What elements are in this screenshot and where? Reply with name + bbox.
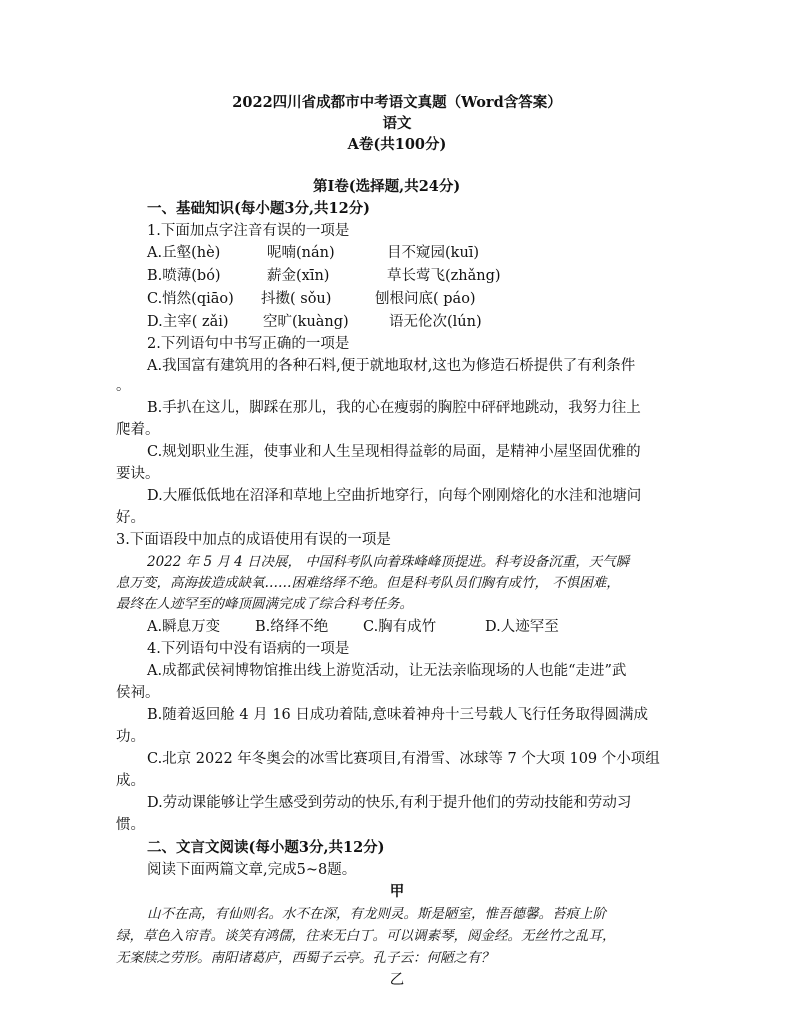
q3-option-c: C.胸有成竹 xyxy=(363,619,437,635)
q4-option-c: C.北京 2022 年冬奥会的冰雪比赛项目,有滑雪、冰球等 7 个大项 109 个小项组 xyxy=(147,751,660,767)
q1-d-3: 语无伦次(lún) xyxy=(389,314,482,330)
section1-title: 一、基础知识(每小题3分,共12分) xyxy=(147,200,371,217)
q1-c-1: C.悄然(qiāo) xyxy=(147,291,234,307)
subject-heading: 语文 xyxy=(382,115,412,132)
section2-intro: 阅读下面两篇文章,完成5~8题。 xyxy=(147,862,357,878)
q2-option-a: A.我国富有建筑用的各种石料,便于就地取材,这也为修造石桥提供了有利条件 xyxy=(147,358,636,374)
q1-row-a xyxy=(147,243,479,263)
q1-row-b xyxy=(147,266,501,286)
q2-option-a-cont: 。 xyxy=(116,378,131,394)
q3-option-d: D.人迹罕至 xyxy=(485,619,559,635)
passage-jia-line-3: 无案牍之劳形。南阳诸葛庐，西蜀子云亭。孔子云：何陋之有？ xyxy=(116,950,494,966)
q2-option-c: C.规划职业生涯，使事业和人生呈现相得益彰的局面，是精神小屋坚固优雅的 xyxy=(147,444,641,460)
q3-passage-line-1: 2022 年 5 月 4 日决展， 中国科考队向着珠峰峰顶提进。科考设备沉重，天气瞬 xyxy=(147,554,630,570)
q3-options-row xyxy=(147,617,559,637)
q2-stem: 2.下列语句中书写正确的一项是 xyxy=(147,336,350,352)
q2-option-d-cont: 好。 xyxy=(116,510,145,526)
q4-stem: 4.下列语句中没有语病的一项是 xyxy=(147,641,350,657)
passage-jia-label: 甲 xyxy=(389,883,405,900)
q1-d-2: 空旷(kuàng) xyxy=(263,314,349,330)
passage-yi-label: 乙 xyxy=(389,972,405,988)
q2-option-c-cont: 要诀。 xyxy=(116,466,160,482)
q4-option-a-cont: 侯祠。 xyxy=(116,685,160,701)
q3-option-b: B.络绎不绝 xyxy=(255,619,329,635)
q1-row-c xyxy=(147,289,476,309)
q3-passage-line-2: 息万变，高海拔造成缺氧……困难络绎不绝。但是科考队员们胸有成竹， 不惧困难， xyxy=(116,575,620,591)
part1-title: 第Ⅰ卷(选择题,共24分) xyxy=(313,178,461,195)
q1-b-3: 草长莺飞(zhǎng) xyxy=(387,268,501,284)
section2-title: 二、文言文阅读(每小题3分,共12分) xyxy=(147,839,385,856)
q1-c-3: 刨根问底( páo) xyxy=(375,291,476,307)
q1-d-1: D.主宰( zǎi) xyxy=(147,314,229,330)
q3-passage-line-3: 最终在人迹罕至的峰顶圆满完成了综合科考任务。 xyxy=(116,596,413,612)
paper-heading: A卷(共100分) xyxy=(347,136,447,153)
q1-a-3: 目不窥园(kuī) xyxy=(387,245,480,261)
passage-jia-line-1: 山不在高，有仙则名。水不在深，有龙则灵。斯是陋室，惟吾德馨。苔痕上阶 xyxy=(147,906,606,922)
q1-c-2: 抖擞( sǒu) xyxy=(261,291,332,307)
q4-option-b-cont: 功。 xyxy=(116,729,145,745)
q4-option-d: D.劳动课能够让学生感受到劳动的快乐,有利于提升他们的劳动技能和劳动习 xyxy=(147,795,632,811)
q4-option-a: A.成都武侯祠博物馆推出线上游览活动，让无法亲临现场的人也能“走进”武 xyxy=(147,663,627,679)
q4-option-b: B.随着返回舱 4 月 16 日成功着陆,意味着神舟十三号载人飞行任务取得圆满成 xyxy=(147,707,648,723)
q2-option-b-cont: 爬着。 xyxy=(116,422,160,438)
q1-b-2: 薪金(xīn) xyxy=(267,268,330,284)
q3-option-a: A.瞬息万变 xyxy=(147,619,221,635)
q1-stem: 1.下面加点字注音有误的一项是 xyxy=(147,223,350,239)
q4-option-c-cont: 成。 xyxy=(116,773,145,789)
document-title: 2022四川省成都市中考语文真题（Word含答案） xyxy=(232,94,562,111)
q1-a-1: A.丘壑(hè) xyxy=(147,245,221,261)
passage-jia-line-2: 绿，草色入帘青。谈笑有鸿儒，往来无白丁。可以调素琴，阅金经。无丝竹之乱耳， xyxy=(116,928,616,944)
q4-option-d-cont: 惯。 xyxy=(116,817,145,833)
q1-b-1: B.喷薄(bó) xyxy=(147,268,221,284)
q1-a-2: 呢喃(nán) xyxy=(267,245,335,261)
q2-option-b: B.手扒在这儿，脚踩在那儿，我的心在瘦弱的胸腔中砰砰地跳动，我努力往上 xyxy=(147,400,641,416)
q3-stem: 3.下面语段中加点的成语使用有误的一项是 xyxy=(116,532,391,548)
q2-option-d: D.大雁低低地在沼泽和草地上空曲折地穿行，向每个刚刚熔化的水洼和池塘问 xyxy=(147,488,642,504)
q1-row-d xyxy=(147,312,482,332)
